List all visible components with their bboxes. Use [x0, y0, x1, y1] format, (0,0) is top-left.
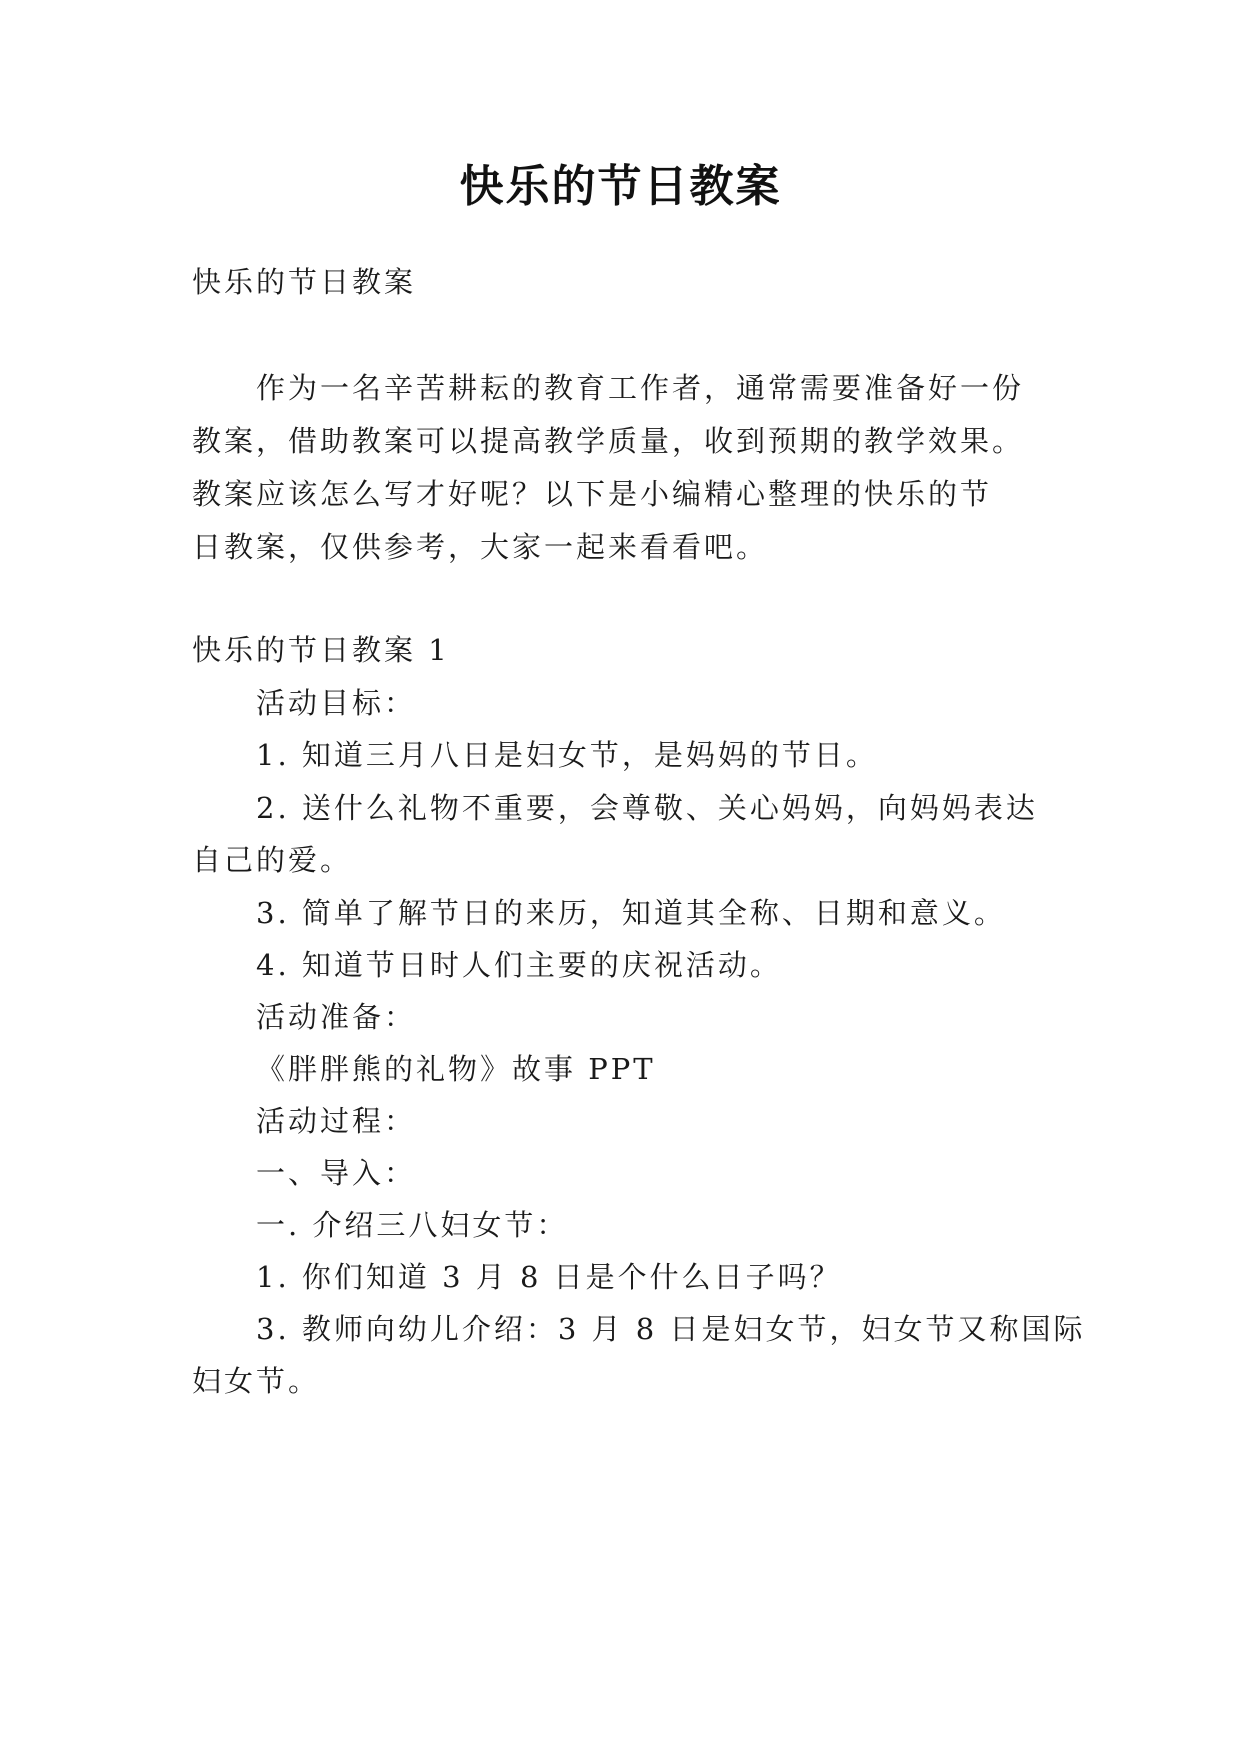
- intro-line: 教案应该怎么写才好呢？以下是小编精心整理的快乐的节: [192, 477, 993, 511]
- body-line: 一. 介绍三八妇女节：: [256, 1208, 569, 1242]
- body-line: 活动过程：: [256, 1104, 417, 1138]
- body-line: 妇女节。: [192, 1364, 321, 1398]
- body-line: 一、导入：: [256, 1156, 417, 1190]
- body-line: 2. 送什么礼物不重要，会尊敬、关心妈妈，向妈妈表达: [256, 791, 1038, 825]
- body-line: 《胖胖熊的礼物》故事 PPT: [256, 1052, 656, 1086]
- document-title: 快乐的节日教案: [459, 161, 782, 212]
- body-line: 自己的爱。: [192, 843, 353, 877]
- body-line: 4. 知道节日时人们主要的庆祝活动。: [256, 948, 782, 982]
- intro-line: 日教案，仅供参考，大家一起来看看吧。: [192, 530, 769, 564]
- document-subtitle: 快乐的节日教案: [192, 265, 417, 299]
- body-line: 活动目标：: [256, 686, 417, 720]
- intro-line: 作为一名辛苦耕耘的教育工作者，通常需要准备好一份: [256, 371, 1025, 405]
- section-heading: 快乐的节日教案 1: [192, 633, 450, 667]
- body-line: 3. 教师向幼儿介绍：3 月 8 日是妇女节，妇女节又称国际: [256, 1312, 1086, 1346]
- intro-line: 教案，借助教案可以提高教学质量，收到预期的教学效果。: [192, 424, 1025, 458]
- body-line: 活动准备：: [256, 1000, 417, 1034]
- body-line: 1. 你们知道 3 月 8 日是个什么日子吗？: [256, 1260, 842, 1294]
- body-line: 1. 知道三月八日是妇女节，是妈妈的节日。: [256, 738, 878, 772]
- body-line: 3. 简单了解节日的来历，知道其全称、日期和意义。: [256, 896, 1006, 930]
